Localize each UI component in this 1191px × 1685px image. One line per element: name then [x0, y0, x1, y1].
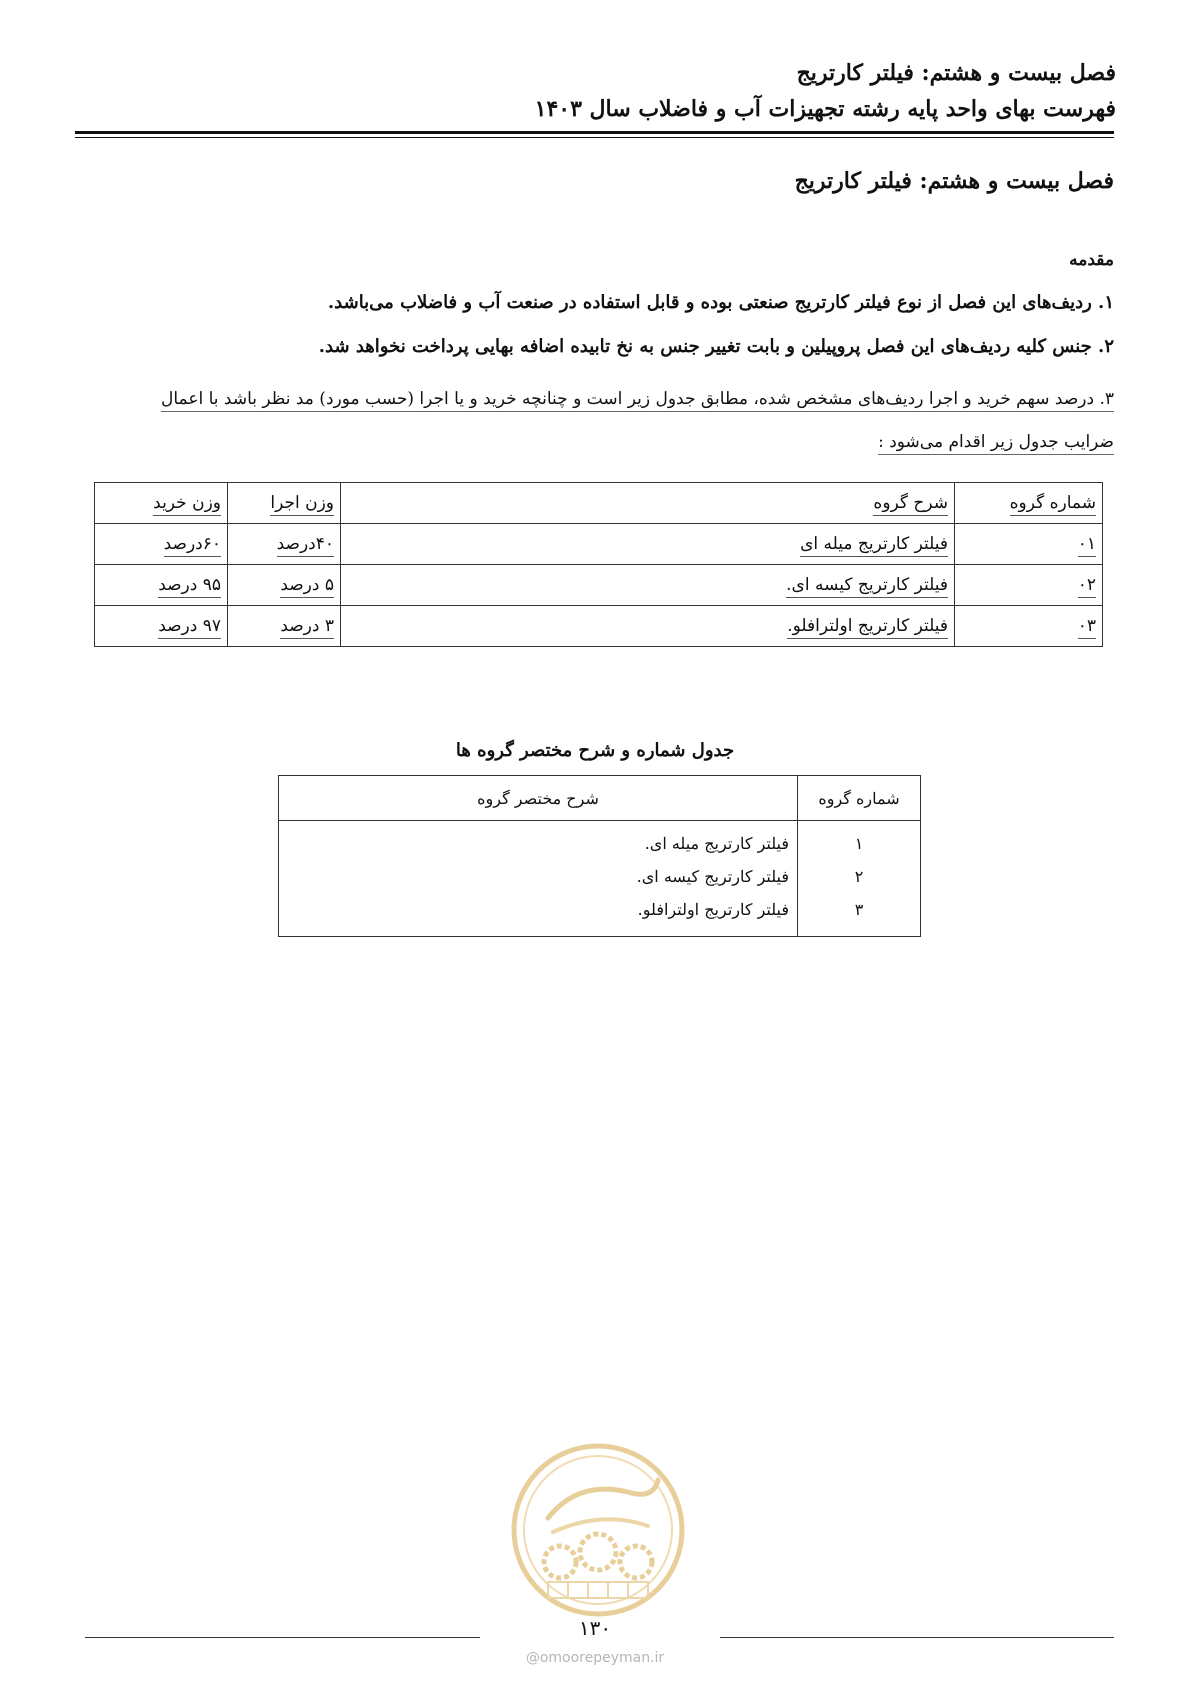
group-desc-cell: فیلتر کارتریج کیسه ای. — [636, 867, 789, 886]
header-exec-weight: وزن اجرا — [228, 483, 341, 524]
group-desc-cell: فیلتر کارتریج میله ای — [341, 524, 955, 565]
header-rule-thick — [75, 131, 1114, 134]
note-3 — [74, 378, 1114, 464]
group-desc-cell: فیلتر کارتریج اولترافلو. — [637, 900, 789, 919]
groups-table-body — [279, 821, 921, 937]
header-buy-weight: وزن خرید — [95, 483, 228, 524]
group-no-cell: ۰۲ — [955, 565, 1103, 606]
group-desc-cell: فیلتر کارتریج اولترافلو. — [341, 606, 955, 647]
buy-weight-cell: ۹۷ درصد — [95, 606, 228, 647]
header-group-no: شماره گروه — [955, 483, 1103, 524]
header-group-desc: شرح گروه — [341, 483, 955, 524]
group-no-cell: ۰۳ — [955, 606, 1103, 647]
exec-weight-cell: ۵ درصد — [228, 565, 341, 606]
weights-table-header — [95, 483, 1103, 524]
note-3-line-2: ضرایب جدول زیر اقدام می‌شود : — [878, 432, 1114, 455]
table-row — [95, 524, 1103, 565]
table-row — [95, 606, 1103, 647]
group-desc-column — [279, 821, 798, 937]
note-3-line-1: ۳. درصد سهم خرید و اجرا ردیف‌های مشخص شده، مطابق جدول زیر است و چنانچه خرید و یا اجرا (حسب مورد) مد نظر باشد با اعمال — [161, 389, 1114, 412]
group-no-column — [798, 821, 921, 937]
note-1: ۱. ردیف‌های این فصل از نوع فیلتر کارتریج صنعتی بوده و قابل استفاده در صنعت آب و فاضلاب می‌باشد. — [327, 292, 1114, 313]
note-2: ۲. جنس کلیه ردیف‌های این فصل پروپیلین و بابت تغییر جنس به نخ تابیده اضافه بهایی پرداخت نخواهد شد. — [318, 336, 1114, 357]
header-chapter-title: فصل بیست و هشتم: فیلتر کارتریج — [796, 60, 1116, 86]
group-no-cell: ۳ — [854, 900, 864, 919]
groups-table-caption: جدول شماره و شرح مختصر گروه ها — [455, 740, 735, 761]
header-group-desc: شرح مختصر گروه — [279, 776, 798, 821]
group-no-cell: ۲ — [854, 867, 864, 886]
header-rule-thin — [75, 137, 1114, 138]
page-number: ۱۳۰ — [578, 1616, 612, 1640]
group-desc-cell: فیلتر کارتریج میله ای. — [644, 834, 789, 853]
site-watermark: @omoorepeyman.ir — [525, 1650, 665, 1666]
weights-table — [94, 482, 1103, 647]
group-no-cell: ۰۱ — [955, 524, 1103, 565]
buy-weight-cell: ۹۵ درصد — [95, 565, 228, 606]
group-desc-cell: فیلتر کارتریج کیسه ای. — [341, 565, 955, 606]
table-row — [95, 565, 1103, 606]
publisher-seal-icon — [508, 1440, 688, 1620]
buy-weight-cell: ۶۰درصد — [95, 524, 228, 565]
intro-heading: مقدمه — [1069, 250, 1114, 270]
header-group-no: شماره گروه — [798, 776, 921, 821]
group-no-cell: ۱ — [854, 834, 864, 853]
header-book-title: فهرست بهای واحد پایه رشته تجهیزات آب و فاضلاب سال ۱۴۰۳ — [534, 96, 1116, 122]
footer-rule-right — [720, 1637, 1114, 1638]
footer-rule-left — [85, 1637, 480, 1638]
exec-weight-cell: ۳ درصد — [228, 606, 341, 647]
section-title: فصل بیست و هشتم: فیلتر کارتریج — [794, 168, 1114, 194]
groups-table — [278, 775, 921, 937]
groups-table-header — [279, 776, 921, 821]
exec-weight-cell: ۴۰درصد — [228, 524, 341, 565]
